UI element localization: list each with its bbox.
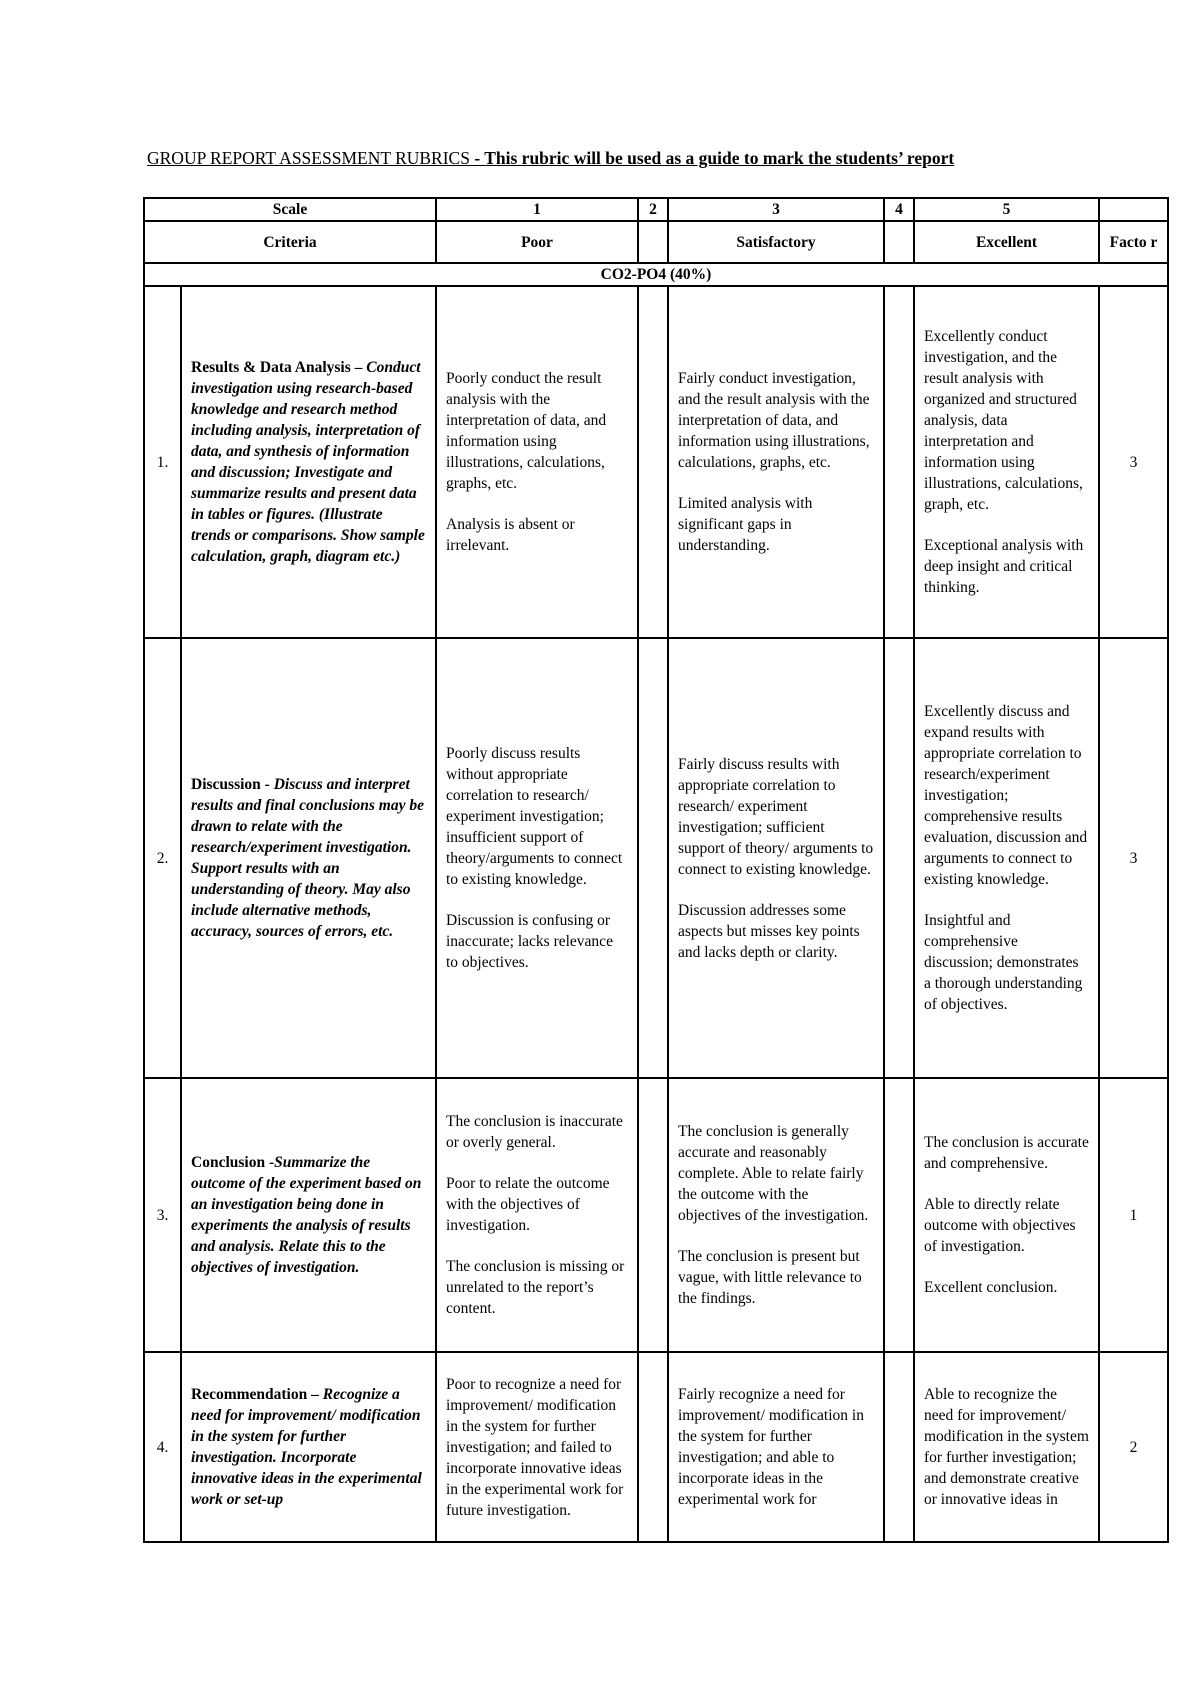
excellent-cell [914, 1078, 1099, 1352]
excellent-cell [914, 286, 1099, 638]
poor-cell [436, 286, 638, 638]
scale-4-cell [884, 286, 914, 638]
satisfactory-text: The conclusion is generally accurate and reasonably complete. Able to relate fairly the outcome with the objectives of the investigation. [678, 1123, 869, 1224]
scale-2-cell [638, 286, 668, 638]
scale-label: Scale [144, 198, 436, 221]
scale-4-cell [884, 1078, 914, 1352]
excellent-text: Exceptional analysis with deep insight and critical thinking. [924, 537, 1084, 596]
satisfactory-cell [668, 1078, 884, 1352]
excellent-text: The conclusion is accurate and comprehensive. [924, 1134, 1089, 1172]
criteria-description: Conduct investigation using research-based knowledge and research method including analysis, interpretation of data, and synthesis of information and discussion; Investigate and summarize results and present data in tables or figures. (Illustrate trends or comparisons. Show sample calculation, graph, diagram etc.) [191, 359, 425, 565]
poor-cell [436, 1352, 638, 1542]
row-number: 2. [144, 638, 181, 1078]
criteria-title: Conclusion - [191, 1154, 275, 1171]
scale-value-3: 3 [668, 198, 884, 221]
poor-cell [436, 638, 638, 1078]
scale-2-cell [638, 638, 668, 1078]
factor-value: 3 [1099, 286, 1168, 638]
header-blank-4 [884, 221, 914, 263]
criteria-cell [181, 1078, 436, 1352]
criteria-cell [181, 638, 436, 1078]
table-row [144, 1352, 1168, 1542]
excellent-text: Able to recognize the need for improvement/ modification in the system for further investigation; and demonstrate creative or innovative ideas in [924, 1386, 1089, 1508]
scale-value-4: 4 [884, 198, 914, 221]
excellent-label: Excellent [914, 221, 1099, 263]
row-number: 1. [144, 286, 181, 638]
satisfactory-text: Discussion addresses some aspects but misses key points and lacks depth or clarity. [678, 901, 860, 961]
poor-text: The conclusion is inaccurate or overly general. [446, 1113, 623, 1151]
excellent-text: Insightful and comprehensive discussion; demonstrates a thorough understanding of objectives. [924, 912, 1083, 1013]
criteria-title: Results & Data Analysis – [191, 359, 367, 376]
poor-text: Poorly discuss results without appropriate correlation to research/ experiment investigation; insufficient support of theory/arguments to connect to existing knowledge. [446, 745, 623, 888]
factor-value: 2 [1099, 1352, 1168, 1542]
scale-2-cell [638, 1078, 668, 1352]
row-number: 3. [144, 1078, 181, 1352]
rubric-table [143, 197, 1169, 1543]
table-row [144, 638, 1168, 1078]
poor-text: Poor to recognize a need for improvement/ modification in the system for further investigation; and failed to incorporate innovative ideas in the experimental work for future investigation. [446, 1375, 624, 1519]
scale-value-5: 5 [914, 198, 1099, 221]
row-number: 4. [144, 1352, 181, 1542]
criteria-description: Discuss and interpret results and final conclusions may be drawn to relate with the research/experiment investigation. Support results with an understanding of theory. May also include alternative methods, accuracy, sources of errors, etc. [191, 776, 424, 940]
excellent-text: Excellent conclusion. [924, 1279, 1058, 1296]
title-subtitle: This rubric will be used as a guide to mark the students’ report [484, 148, 955, 168]
excellent-text: Excellently conduct investigation, and the result analysis with organized and structured analysis, data interpretation and information using illustrations, calculations, graph, etc. [924, 328, 1083, 513]
excellent-text: Excellently discuss and expand results with appropriate correlation to research/experiment investigation; comprehensive results evaluation, discussion and arguments to connect to existing knowledge. [924, 703, 1088, 888]
criteria-label: Criteria [144, 221, 436, 263]
factor-value: 1 [1099, 1078, 1168, 1352]
scale-blank [1099, 198, 1168, 221]
excellent-cell [914, 638, 1099, 1078]
table-row [144, 1078, 1168, 1352]
poor-label: Poor [436, 221, 638, 263]
satisfactory-label: Satisfactory [668, 221, 884, 263]
page-title [147, 148, 954, 169]
satisfactory-cell [668, 638, 884, 1078]
header-blank-2 [638, 221, 668, 263]
factor-label: Facto r [1099, 221, 1168, 263]
satisfactory-text: The conclusion is present but vague, with little relevance to the findings. [678, 1248, 862, 1307]
criteria-header-row [144, 221, 1168, 263]
factor-value: 3 [1099, 638, 1168, 1078]
scale-4-cell [884, 638, 914, 1078]
scale-4-cell [884, 1352, 914, 1542]
criteria-cell [181, 286, 436, 638]
criteria-cell [181, 1352, 436, 1542]
poor-text: Poor to relate the outcome with the objectives of investigation. [446, 1175, 610, 1234]
criteria-title: Recommendation – [191, 1386, 323, 1403]
criteria-title: Discussion - [191, 776, 274, 793]
poor-cell [436, 1078, 638, 1352]
scale-value-2: 2 [638, 198, 668, 221]
satisfactory-cell [668, 1352, 884, 1542]
table-row [144, 286, 1168, 638]
section-label: CO2-PO4 (40%) [144, 263, 1168, 286]
poor-text: Discussion is confusing or inaccurate; lacks relevance to objectives. [446, 912, 613, 971]
title-separator: - [469, 148, 485, 168]
scale-row [144, 198, 1168, 221]
scale-value-1: 1 [436, 198, 638, 221]
scale-2-cell [638, 1352, 668, 1542]
criteria-description: Summarize the outcome of the experiment based on an investigation being done in experiments the analysis of results and analysis. Relate this to the objectives of investigation. [191, 1154, 422, 1276]
excellent-cell [914, 1352, 1099, 1542]
criteria-description: Recognize a need for improvement/ modification in the system for further investigation. Incorporate innovative ideas in the experimental work or set-up [191, 1386, 422, 1508]
poor-text: Analysis is absent or irrelevant. [446, 516, 575, 554]
satisfactory-text: Fairly discuss results with appropriate correlation to research/ experiment investigation; sufficient support of theory/ arguments to connect to existing knowledge. [678, 755, 874, 878]
satisfactory-text: Fairly recognize a need for improvement/ modification in the system for further investigation; and able to incorporate ideas in the experimental work for [678, 1386, 864, 1508]
excellent-text: Able to directly relate outcome with objectives of investigation. [924, 1196, 1076, 1255]
satisfactory-text: Fairly conduct investigation, and the result analysis with the interpretation of data, and information using illustrations, calculations, graphs, etc. [678, 370, 870, 471]
section-row [144, 263, 1168, 286]
poor-text: Poorly conduct the result analysis with the interpretation of data, and information using illustrations, calculations, graphs, etc. [446, 370, 607, 492]
satisfactory-text: Limited analysis with significant gaps in understanding. [678, 495, 813, 554]
title-main: GROUP REPORT ASSESSMENT RUBRICS [147, 148, 470, 168]
satisfactory-cell [668, 286, 884, 638]
poor-text: The conclusion is missing or unrelated to the report’s content. [446, 1258, 625, 1317]
